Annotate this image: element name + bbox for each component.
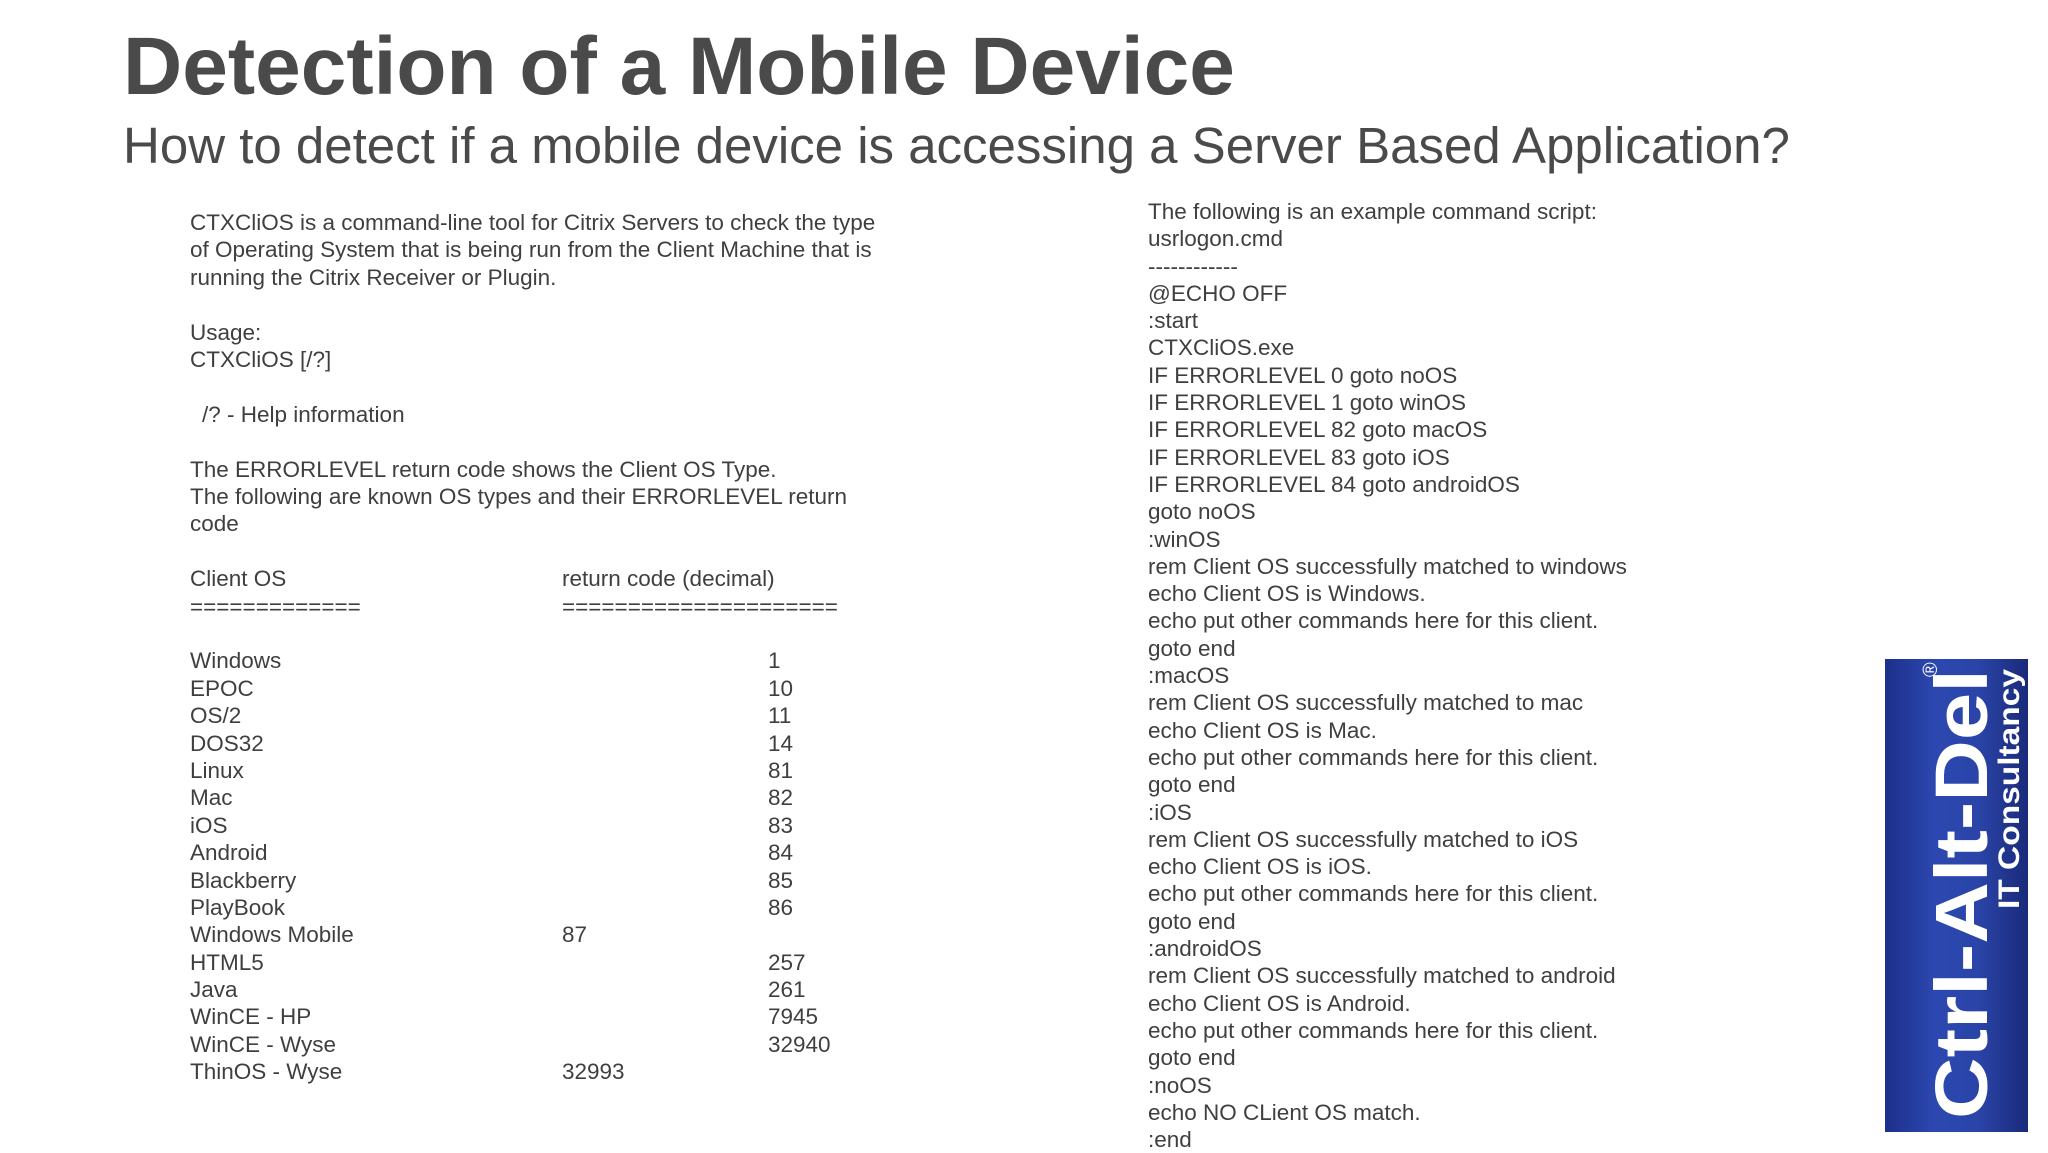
script-line: echo put other commands here for this client. — [1148, 608, 1599, 634]
return-code-cell: 85 — [768, 867, 794, 893]
return-code-cell: 32940 — [768, 1031, 831, 1057]
table-row — [190, 921, 910, 948]
script-line: IF ERRORLEVEL 83 goto iOS — [1148, 444, 1450, 470]
table-row — [190, 976, 910, 1003]
script-line: goto noOS — [1148, 499, 1256, 525]
client-os-cell: Java — [190, 977, 238, 1003]
logo-graphic — [1885, 659, 2028, 1132]
script-line: :start — [1148, 308, 1199, 334]
return-code-cell: 84 — [768, 840, 794, 866]
client-os-cell: iOS — [190, 812, 228, 838]
client-os-cell: WinCE - HP — [190, 1004, 312, 1030]
return-code-cell: 82 — [768, 785, 794, 811]
script-line: :macOS — [1148, 663, 1230, 689]
script-line: echo Client OS is Windows. — [1148, 581, 1426, 607]
script-line: echo Client OS is Mac. — [1148, 717, 1377, 743]
script-line: ------------ — [1148, 253, 1238, 279]
errorlevel-line: The ERRORLEVEL return code shows the Client OS Type. — [190, 456, 777, 482]
return-code-cell: 11 — [768, 703, 792, 729]
client-os-cell: Linux — [190, 757, 244, 783]
script-line: rem Client OS successfully matched to android — [1148, 963, 1616, 989]
script-line: @ECHO OFF — [1148, 280, 1288, 306]
script-line: :noOS — [1148, 1072, 1212, 1098]
errorlevel-line: The following are known OS types and their ERRORLEVEL return — [190, 484, 847, 510]
return-code-cell: 7945 — [768, 1004, 819, 1030]
script-line: rem Client OS successfully matched to windows — [1148, 553, 1627, 579]
table-separator-row — [190, 593, 910, 620]
table-row — [190, 839, 910, 866]
help-line: /? - Help information — [202, 401, 405, 427]
script-line: echo put other commands here for this client. — [1148, 881, 1599, 907]
script-line: IF ERRORLEVEL 0 goto noOS — [1148, 362, 1458, 388]
return-code-cell: 10 — [768, 675, 794, 701]
return-code-cell: 261 — [768, 977, 806, 1003]
return-code-cell: 1 — [768, 648, 781, 674]
script-line: echo put other commands here for this client. — [1148, 744, 1599, 770]
table-row — [190, 702, 910, 729]
separator-1: ============= — [190, 593, 361, 619]
return-code-cell: 81 — [768, 757, 794, 783]
client-os-cell: Mac — [190, 785, 233, 811]
table-row — [190, 949, 910, 976]
left-column — [190, 209, 910, 1086]
client-os-cell: PlayBook — [190, 894, 286, 920]
script-line: :end — [1148, 1127, 1192, 1153]
return-code-cell: 87 — [562, 922, 588, 948]
return-code-cell: 86 — [768, 894, 794, 920]
table-row — [190, 730, 910, 757]
script-line: goto end — [1148, 908, 1236, 934]
script-line: :androidOS — [1148, 936, 1262, 962]
client-os-cell: Windows Mobile — [190, 922, 354, 948]
script-line: usrlogon.cmd — [1148, 226, 1284, 252]
slide-title: Detection of a Mobile Device — [123, 21, 1235, 112]
client-os-cell: HTML5 — [190, 949, 264, 975]
table-header-row — [190, 565, 910, 592]
usage-command: CTXCliOS [/?] — [190, 347, 332, 373]
table-row — [190, 647, 910, 674]
column-header-client-os: Client OS — [190, 566, 287, 592]
script-line: echo NO CLient OS match. — [1148, 1099, 1421, 1125]
table-row — [190, 894, 910, 921]
client-os-cell: OS/2 — [190, 703, 242, 729]
script-line: rem Client OS successfully matched to mac — [1148, 690, 1584, 716]
usage-label: Usage: — [190, 319, 262, 345]
script-line: goto end — [1148, 1045, 1236, 1071]
table-row — [190, 784, 910, 811]
script-line: IF ERRORLEVEL 84 goto androidOS — [1148, 471, 1520, 497]
script-line: echo Client OS is Android. — [1148, 990, 1411, 1016]
slide-subtitle: How to detect if a mobile device is accessing a Server Based Application? — [123, 117, 1790, 174]
example-script — [1148, 198, 1748, 1153]
client-os-cell: Windows — [190, 648, 282, 674]
table-row — [190, 867, 910, 894]
script-line: CTXCliOS.exe — [1148, 335, 1295, 361]
table-row — [190, 1031, 910, 1058]
return-code-cell: 14 — [768, 730, 794, 756]
table-row — [190, 757, 910, 784]
separator-2: ===================== — [562, 593, 838, 619]
script-line: rem Client OS successfully matched to iOS — [1148, 826, 1579, 852]
client-os-cell: WinCE - Wyse — [190, 1031, 337, 1057]
table-row — [190, 1058, 910, 1085]
registered-mark: ® — [1920, 662, 1942, 677]
script-line: :iOS — [1148, 799, 1192, 825]
company-logo — [1885, 659, 2028, 1132]
script-line: :winOS — [1148, 526, 1221, 552]
errorlevel-line: code — [190, 511, 239, 537]
table-row — [190, 1003, 910, 1030]
table-row — [190, 675, 910, 702]
intro-line: of Operating System that is being run from the Client Machine that is — [190, 237, 872, 263]
script-line: IF ERRORLEVEL 82 goto macOS — [1148, 417, 1488, 443]
intro-line: running the Citrix Receiver or Plugin. — [190, 264, 557, 290]
script-line: goto end — [1148, 635, 1236, 661]
script-line: goto end — [1148, 772, 1236, 798]
client-os-cell: DOS32 — [190, 730, 264, 756]
script-line: echo Client OS is iOS. — [1148, 854, 1372, 880]
intro-line: CTXCliOS is a command-line tool for Citrix Servers to check the type — [190, 210, 876, 235]
client-os-cell: ThinOS - Wyse — [190, 1059, 343, 1085]
client-os-cell: Blackberry — [190, 867, 297, 893]
script-line: The following is an example command script: — [1148, 199, 1597, 224]
return-code-cell: 257 — [768, 949, 806, 975]
script-line: echo put other commands here for this client. — [1148, 1017, 1599, 1043]
script-line: IF ERRORLEVEL 1 goto winOS — [1148, 390, 1467, 416]
client-os-cell: Android — [190, 840, 268, 866]
return-code-cell: 83 — [768, 812, 794, 838]
logo-tagline-text: IT Consultancy — [1993, 693, 2026, 909]
os-table — [190, 647, 910, 1085]
table-row — [190, 812, 910, 839]
return-code-cell: 32993 — [562, 1059, 625, 1085]
logo-brand-text: Ctrl-Alt-Del — [1920, 728, 2003, 1119]
client-os-cell: EPOC — [190, 675, 254, 701]
column-header-return-code: return code (decimal) — [562, 566, 775, 592]
